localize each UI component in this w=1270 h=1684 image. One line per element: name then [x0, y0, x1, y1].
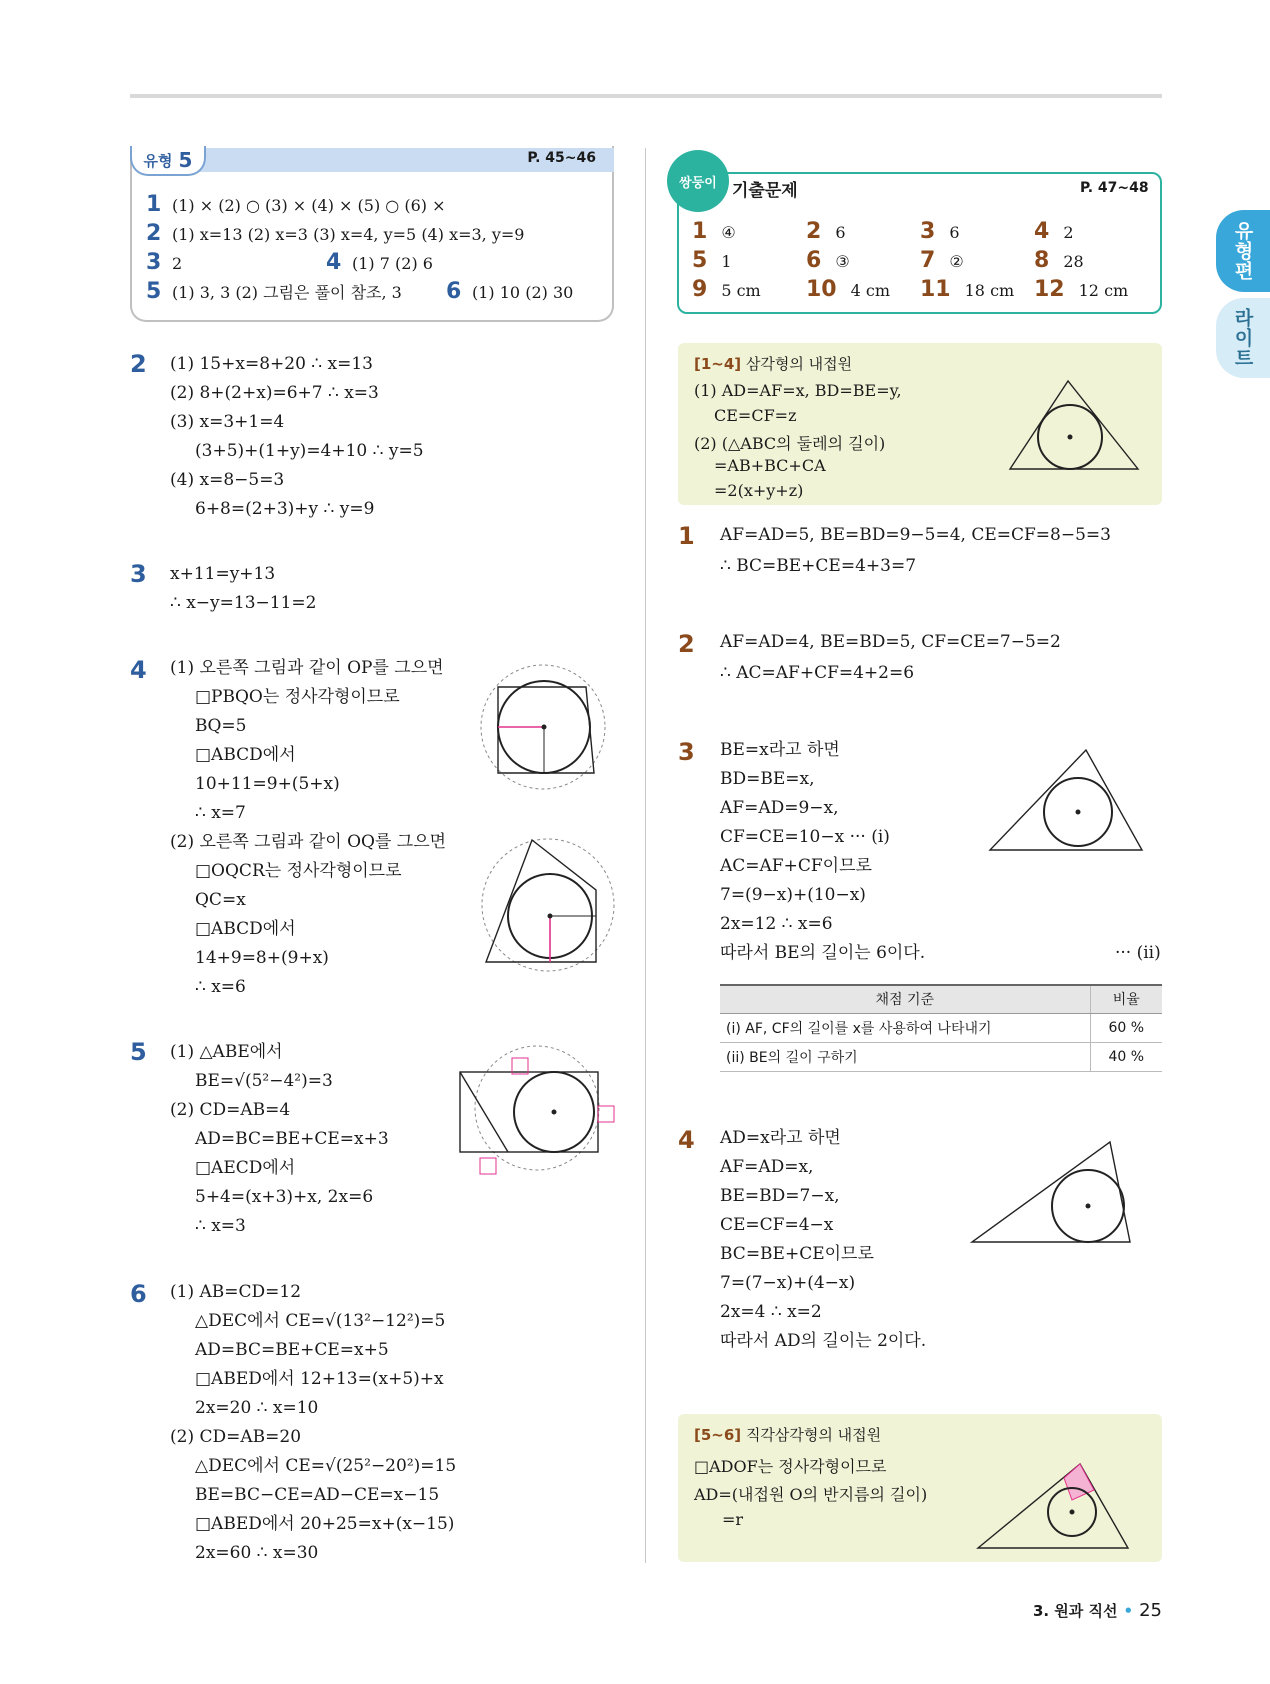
exam-solution-line: 2x=12 ∴ x=6 — [720, 914, 833, 934]
solution-line: AD=BC=BE+CE=x+5 — [195, 1340, 389, 1360]
exam-answer: 8 28 — [1034, 248, 1084, 273]
exam-solution-line: ∴ BC=BE+CE=4+3=7 — [720, 556, 917, 576]
exam-solution-line: BE=x라고 하면 — [720, 740, 840, 760]
solution-line: BE=√(5²−4²)=3 — [195, 1071, 333, 1091]
exam-solution-line: 따라서 BE의 길이는 6이다. — [720, 943, 926, 963]
side-tab-light[interactable]: 라이트 — [1216, 298, 1270, 378]
grading-mark: ··· (ii) — [1115, 943, 1161, 963]
grading-header: 채점 기준 — [720, 985, 1090, 1013]
column-divider — [645, 148, 646, 1563]
solution-line: 14+9=8+(9+x) — [195, 948, 329, 968]
exam-solution-line: 2x=4 ∴ x=2 — [720, 1302, 822, 1322]
info-line: CE=CF=z — [714, 406, 797, 425]
exam-solution-number: 3 — [678, 738, 695, 766]
info-line: =2(x+y+z) — [714, 481, 804, 500]
solution-line: (3) x=3+1=4 — [170, 412, 285, 432]
solution-line: □ABCD에서 — [195, 745, 296, 765]
exam-solution-line: AF=AD=9−x, — [720, 798, 839, 818]
solution-line: (2) CD=AB=4 — [170, 1100, 291, 1120]
solution-line: ∴ x=3 — [195, 1216, 246, 1236]
exam-solution-number: 2 — [678, 630, 695, 658]
chapter-title: 3. 원과 직선 — [1032, 1602, 1118, 1620]
solution-line: (1) 15+x=8+20 ∴ x=13 — [170, 354, 373, 374]
solution-number: 2 — [130, 350, 147, 378]
solution-line: □ABED에서 20+25=x+(x−15) — [195, 1514, 455, 1534]
solution-line: □OQCR는 정사각형이므로 — [195, 861, 402, 881]
side-tab-type[interactable]: 유형편 — [1216, 210, 1270, 292]
exam-solution-line: BE=BD=7−x, — [720, 1186, 840, 1206]
solution-line: 2x=60 ∴ x=30 — [195, 1543, 319, 1563]
exam-solution-line: AD=x라고 하면 — [720, 1128, 841, 1148]
exam-answer: 10 4 cm — [806, 277, 891, 302]
grading-criterion: (ii) BE의 길이 구하기 — [720, 1042, 1090, 1071]
solution-line: QC=x — [195, 890, 246, 910]
exam-solution-line: CE=CF=4−x — [720, 1215, 834, 1235]
type5-answer-box — [130, 146, 614, 322]
info-line: =r — [722, 1510, 744, 1529]
solution-line: 2x=20 ∴ x=10 — [195, 1398, 319, 1418]
exam-answer: 4 2 — [1034, 219, 1074, 244]
info-line: (1) AD=AF=x, BD=BE=y, — [694, 381, 902, 400]
solution-line: 10+11=9+(5+x) — [195, 774, 340, 794]
type5-row: 2 (1) x=13 (2) x=3 (3) x=4, y=5 (4) x=3, y=9 — [146, 221, 525, 246]
exam-solution-line: ∴ AC=AF+CF=4+2=6 — [720, 663, 915, 683]
exam-solution-line: AF=AD=4, BE=BD=5, CF=CE=7−5=2 — [720, 632, 1061, 652]
solution-line: (1) AB=CD=12 — [170, 1282, 302, 1302]
grading-header: 비율 — [1090, 985, 1162, 1013]
grading-criterion: (i) AF, CF의 길이를 x를 사용하여 나타내기 — [720, 1013, 1090, 1042]
solution-line: (3+5)+(1+y)=4+10 ∴ y=5 — [195, 441, 424, 461]
grading-ratio: 40 % — [1090, 1042, 1162, 1071]
exam-answer: 3 6 — [920, 219, 960, 244]
exam-answer: 7 ② — [920, 248, 964, 273]
exam-solution-line: AF=AD=5, BE=BD=9−5=4, CE=CF=8−5=3 — [720, 525, 1111, 545]
exam-solution-number: 1 — [678, 522, 695, 550]
solution-line: x+11=y+13 — [170, 564, 276, 584]
info-box-header: [1~4] 삼각형의 내접원 — [694, 355, 853, 373]
solution-number: 6 — [130, 1280, 147, 1308]
exam-pages: P. 47~48 — [1080, 180, 1149, 196]
solution-line: ∴ x=6 — [195, 977, 246, 997]
page-footer — [1033, 1600, 1162, 1621]
page-number: 25 — [1139, 1600, 1162, 1621]
solution-line: □ABCD에서 — [195, 919, 296, 939]
solution-line: (2) 8+(2+x)=6+7 ∴ x=3 — [170, 383, 379, 403]
solution-line: (2) CD=AB=20 — [170, 1427, 302, 1447]
solution-line: □ABED에서 12+13=(x+5)+x — [195, 1369, 444, 1389]
type5-row: 5 (1) 3, 3 (2) 그림은 풀이 참조, 3 — [146, 279, 402, 304]
exam-solution-line: 7=(9−x)+(10−x) — [720, 885, 866, 905]
solution-line: ∴ x−y=13−11=2 — [170, 593, 317, 613]
exam-answer: 6 ③ — [806, 248, 850, 273]
solution-line: (1) △ABE에서 — [170, 1042, 283, 1062]
solution-line: (2) 오른쪽 그림과 같이 OQ를 그으면 — [170, 832, 447, 852]
info-line: =AB+BC+CA — [714, 456, 826, 475]
exam-solution-line: AF=AD=x, — [720, 1157, 814, 1177]
solution-line: 5+4=(x+3)+x, 2x=6 — [195, 1187, 374, 1207]
figure-4-2 — [470, 830, 620, 975]
solution-line: △DEC에서 CE=√(25²−20²)=15 — [195, 1456, 457, 1476]
solution-number: 5 — [130, 1038, 147, 1066]
info-box-incircle — [678, 343, 1162, 505]
solution-line: BQ=5 — [195, 716, 247, 736]
solution-line: (1) 오른쪽 그림과 같이 OP를 그으면 — [170, 658, 444, 678]
info-line: AD=(내접원 O의 반지름의 길이) — [694, 1485, 928, 1504]
exam-solution-line: AC=AF+CF이므로 — [720, 856, 872, 876]
figure-5 — [440, 1040, 620, 1175]
exam-solution-line: CF=CE=10−x ··· (i) — [720, 827, 890, 847]
exam-solution-line: 7=(7−x)+(4−x) — [720, 1273, 856, 1293]
solution-line: AD=BC=BE+CE=x+3 — [195, 1129, 389, 1149]
type5-tab — [130, 146, 206, 176]
exam-solution-line: 따라서 AD의 길이는 2이다. — [720, 1331, 927, 1351]
exam-answer: 5 1 — [692, 248, 732, 273]
exam-answer: 11 18 cm — [920, 277, 1015, 302]
type5-pages: P. 45~46 — [527, 150, 596, 166]
info-line: (2) (△ABC의 둘레의 길이) — [694, 434, 886, 453]
exam-solution-number: 4 — [678, 1126, 695, 1154]
type5-row: 3 2 — [146, 250, 183, 275]
solution-line: △DEC에서 CE=√(13²−12²)=5 — [195, 1311, 446, 1331]
info-line: □ADOF는 정사각형이므로 — [694, 1457, 887, 1476]
type5-row: 4 (1) 7 (2) 6 — [326, 250, 433, 275]
figure-4 — [960, 1130, 1160, 1260]
solution-line: BE=BC−CE=AD−CE=x−15 — [195, 1485, 440, 1505]
type5-label: 유형 — [143, 151, 173, 170]
exam-answer: 12 12 cm — [1034, 277, 1129, 302]
solution-line: ∴ x=7 — [195, 803, 246, 823]
bullet-icon: • — [1123, 1602, 1134, 1620]
exam-solution-line: BC=BE+CE이므로 — [720, 1244, 874, 1264]
info-box-right-triangle — [678, 1414, 1162, 1562]
exam-answer: 9 5 cm — [692, 277, 761, 302]
grading-table — [720, 984, 1162, 1072]
grading-ratio: 60 % — [1090, 1013, 1162, 1042]
figure-right-triangle — [968, 1448, 1148, 1558]
solution-number: 3 — [130, 560, 147, 588]
figure-4-1 — [466, 655, 616, 790]
type5-row: 1 (1) × (2) ○ (3) × (4) × (5) ○ (6) × — [146, 192, 446, 217]
figure-incircle-general — [998, 369, 1148, 489]
exam-answer: 1 ④ — [692, 219, 736, 244]
exam-solution-line: BD=BE=x, — [720, 769, 815, 789]
figure-3 — [970, 740, 1160, 860]
exam-title: 기출문제 — [732, 181, 798, 201]
solution-line: (4) x=8−5=3 — [170, 470, 285, 490]
exam-badge: 쌍둥이 — [667, 150, 729, 212]
type5-number: 5 — [178, 148, 193, 172]
solution-line: 6+8=(2+3)+y ∴ y=9 — [195, 499, 375, 519]
info-box-header: [5~6] 직각삼각형의 내접원 — [694, 1426, 882, 1444]
solution-line: □PBQO는 정사각형이므로 — [195, 687, 400, 707]
type5-row: 6 (1) 10 (2) 30 — [446, 279, 574, 304]
exam-answer: 2 6 — [806, 219, 846, 244]
top-rule — [130, 94, 1162, 98]
solution-number: 4 — [130, 656, 147, 684]
solution-line: □AECD에서 — [195, 1158, 296, 1178]
